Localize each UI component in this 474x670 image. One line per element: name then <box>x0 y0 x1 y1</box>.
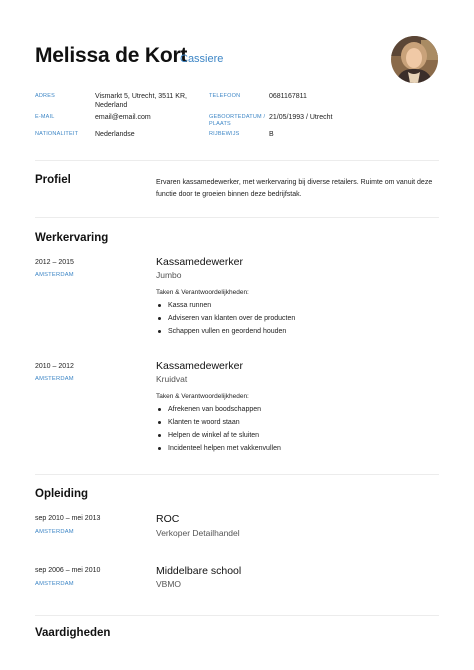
job-period: 2010 – 2012 <box>35 363 74 370</box>
adres-value-line-2: Nederland <box>95 102 128 109</box>
geboorte-value: 21/05/1993 / Utrecht <box>269 114 333 121</box>
job-tasks-label: Taken & Verantwoordelijkheden: <box>156 289 249 296</box>
nationaliteit-label: NATIONALITEIT <box>35 131 79 137</box>
telefoon-label: TELEFOON <box>209 93 241 99</box>
werkervaring-heading: Werkervaring <box>35 232 109 244</box>
job-company: Kruidvat <box>156 374 188 384</box>
job-task-item: Klanten te woord staan <box>158 419 240 426</box>
education-school: ROC <box>156 513 180 525</box>
profiel-heading: Profiel <box>35 174 71 186</box>
job-tasks-label: Taken & Verantwoordelijkheden: <box>156 393 249 400</box>
candidate-name: Melissa de Kort <box>35 44 188 67</box>
education-course: Verkoper Detailhandel <box>156 528 240 538</box>
job-city: AMSTERDAM <box>35 376 74 382</box>
job-task-item: Afrekenen van boodschappen <box>158 406 261 413</box>
geboorte-label-line-1: GEBOORTEDATUM / <box>209 114 266 120</box>
job-task-item: Adviseren van klanten over de producten <box>158 315 295 322</box>
adres-value-line-1: Vismarkt 5, Utrecht, 3511 KR, <box>95 93 187 100</box>
job-company: Jumbo <box>156 270 182 280</box>
job-title: Kassamedewerker <box>156 360 243 372</box>
job-task-item: Kassa runnen <box>158 302 211 309</box>
profile-photo <box>391 36 438 83</box>
bullet-icon <box>158 447 161 450</box>
email-value: email@email.com <box>95 114 151 121</box>
profiel-line-2: functie door te groeien binnen deze bedrijfstak. <box>156 191 302 198</box>
divider <box>35 160 439 161</box>
opleiding-heading: Opleiding <box>35 488 89 500</box>
education-school: Middelbare school <box>156 565 242 577</box>
job-city: AMSTERDAM <box>35 272 74 278</box>
job-task-item: Helpen de winkel af te sluiten <box>158 432 259 439</box>
bullet-icon <box>158 421 161 424</box>
education-course: VBMO <box>156 579 182 589</box>
adres-label: ADRES <box>35 93 55 99</box>
rijbewijs-value: B <box>269 131 274 138</box>
candidate-role: Cassiere <box>180 53 224 65</box>
vaardigheden-heading: Vaardigheden <box>35 627 111 639</box>
bullet-icon <box>158 434 161 437</box>
divider <box>35 217 439 218</box>
job-title: Kassamedewerker <box>156 256 243 268</box>
education-period: sep 2010 – mei 2013 <box>35 515 101 522</box>
job-task-item: Incidenteel helpen met vakkenvullen <box>158 445 281 452</box>
geboorte-label-line-2: PLAATS <box>209 121 231 127</box>
job-period: 2012 – 2015 <box>35 259 74 266</box>
bullet-icon <box>158 304 161 307</box>
education-city: AMSTERDAM <box>35 529 74 535</box>
email-label: E-MAIL <box>35 114 55 120</box>
telefoon-value: 0681167811 <box>269 93 307 100</box>
nationaliteit-value: Nederlandse <box>95 131 135 138</box>
bullet-icon <box>158 330 161 333</box>
profile-photo-image <box>391 36 438 83</box>
bullet-icon <box>158 317 161 320</box>
profiel-line-1: Ervaren kassamedewerker, met werkervaring bij diverse retailers. Ruimte om vanuit deze <box>156 179 433 186</box>
divider <box>35 615 439 616</box>
divider <box>35 474 439 475</box>
bullet-icon <box>158 408 161 411</box>
job-task-item: Schappen vullen en geordend houden <box>158 328 286 335</box>
education-period: sep 2006 – mei 2010 <box>35 567 101 574</box>
rijbewijs-label: RIJBEWIJS <box>209 131 240 137</box>
education-city: AMSTERDAM <box>35 581 74 587</box>
